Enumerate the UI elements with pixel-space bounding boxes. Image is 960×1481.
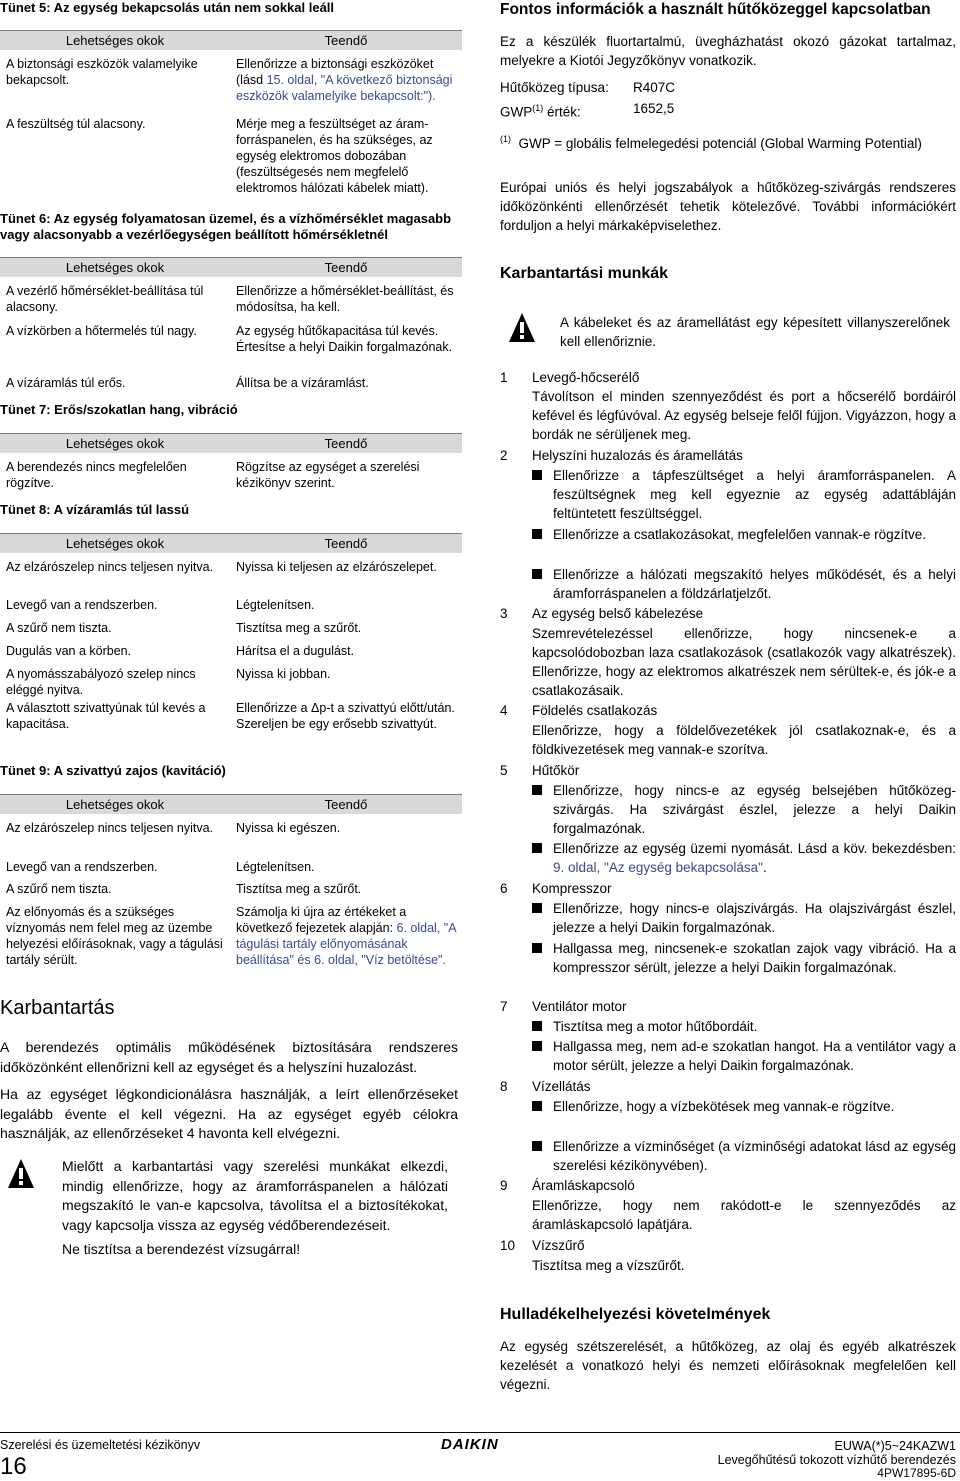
cause-cell: Dugulás van a körben. [6,644,132,658]
refrigerant-paragraph: Ez a készülék fluortartalmú, üvegházhatást okozó gázokat tartalmaz, melyekre a Kiotói Jegyzőkönyv vonatkozik. [500,34,956,68]
causes-header: Lehetséges okok [65,436,165,451]
action-cell: Számolja ki újra az értékeket a következő fejezetek alapján: 6. oldal, "A tágulási tartály előnyomásának beállítása" és 6. oldal, "Víz betöltése". [236,905,456,967]
eu-regulation-note: Európai uniós és helyi jogszabályok a hűtőközeg-szivárgás rendszeres időközönkénti ellenőrzését tehetik kötelezővé. További információkért forduljon a helyi márkaképviselethez. [500,180,956,233]
table-row [0,904,462,974]
table-row [0,666,462,700]
cause-cell: A vezérlő hőmérséklet-beállítása túl alacsony. [6,284,204,314]
table-header [0,794,462,814]
warning-icon [508,312,536,349]
page-reference-link[interactable]: 15. oldal, "A következő biztonsági eszközök valamelyike bekapcsolt:"). [236,73,453,103]
table-row [0,375,462,393]
symptom-6-title: Tünet 6: Az egység folyamatosan üzemel, és a vízhőmérséklet magasabb vagy alacsonyabb a vezérlőegységen beállított hőmérsékletnél [0,211,452,242]
action-cell: Ellenőrizze a biztonsági eszközöket (lásd 15. oldal, "A következő biztonsági eszközök valamelyike bekapcsolt:"). [236,57,453,103]
action-header: Teendő [324,260,368,275]
cause-cell: Az elzárószelep nincs teljesen nyitva. [6,821,214,835]
footer-model: EUWA(*)5~24KAZW1 [834,1439,956,1453]
cause-cell: A választott szivattyúnak túl kevés a kapacitása. [6,701,206,731]
daikin-logo: DAIKIN [441,1436,499,1453]
table-row [0,116,462,195]
footer-code: 4PW17895-6D [877,1466,956,1480]
symptom-8-table [0,533,462,744]
footer-manual-title: Szerelési és üzemeltetési kézikönyv [0,1438,201,1452]
action-cell: Nyissa ki teljesen az elzárószelepet. [236,560,437,574]
electrician-warning: A kábeleket és az áramellátást egy képesített villanyszerelőnek kell ellenőriznie. [560,315,950,349]
cause-cell: Levegő van a rendszerben. [6,860,158,874]
action-cell: Tisztítsa meg a szűrőt. [236,882,362,896]
symptom-5-table [0,30,462,195]
action-header: Teendő [324,536,368,551]
symptom-7-table [0,433,462,489]
gwp-label: GWP [500,104,533,120]
cause-cell: A szűrő nem tiszta. [6,882,112,896]
table-row [0,700,462,750]
footer-page-number: 16 [0,1453,27,1480]
table-header [0,30,462,50]
page-reference-link[interactable]: 9. oldal, "Az egység bekapcsolása" [553,860,763,875]
action-cell: Nyissa ki jobban. [236,667,331,681]
causes-header: Lehetséges okok [65,536,165,551]
table-row [0,459,462,495]
action-cell: Légtelenítsen. [236,598,315,612]
action-cell: Ellenőrizze a Δp-t a szivattyú előtt/után. Szereljen be egy erősebb szivattyút. [236,701,455,731]
table-row [0,820,462,859]
table-row [0,559,462,597]
cause-cell: A vízkörben a hőtermelés túl nagy. [6,324,197,338]
disposal-paragraph: Az egység szétszerelését, a hűtőközeg, az olaj és egyéb alkatrészek kezelését a vonatkozó helyi és nemzeti előírásoknak megfelelően kell végezni. [500,1339,956,1392]
gwp-footnote: $^{(1)}$ GWP = globális felmelegedési potenciál (Global Warming Potential) [500,134,922,151]
causes-header: Lehetséges okok [65,33,165,48]
table-header [0,433,462,453]
table-row [0,56,462,122]
maintenance-work-title: Karbantartási munkák [500,265,669,282]
table-row [0,597,462,620]
warning-icon [7,1158,35,1195]
refrigerant-type-value: R407C [633,80,676,95]
cause-cell: A nyomásszabályozó szelep nincs eléggé nyitva. [6,667,196,697]
cause-cell: A biztonsági eszközök valamelyike bekapcsolt. [6,57,198,87]
action-cell: Az egység hűtőkapacitása túl kevés. Értesítse a helyi Daikin forgalmazónak. [236,324,453,354]
symptom-7-title: Tünet 7: Erős/szokatlan hang, vibráció [0,402,238,417]
action-cell: Mérje meg a feszültséget az áram-forráspanelen, és ha szükséges, az egység elektromos dobozában (feszültségesés nem megfelelő elektromos hálózati kábelek miatt). [236,117,433,195]
action-header: Teendő [324,797,368,812]
maintenance-paragraph-2: Ha az egységet légkondicionálásra használják, a leírt ellenőrzéseket legalább évente el kell végezni. Ha az egységet egyéb célokra használják, az ellenőrzéseket 4 havonta kell elvégezni. [0,1086,458,1141]
action-cell: Ellenőrizze a hőmérséklet-beállítást, és módosítsa, ha kell. [236,284,454,314]
table-row [0,643,462,666]
symptom-9-title: Tünet 9: A szivattyú zajos (kavitáció) [0,763,226,778]
cause-cell: A berendezés nincs megfelelően rögzítve. [6,460,187,490]
table-row [0,323,462,375]
action-cell: Rögzítse az egységet a szerelési kézikönyv szerint. [236,460,420,490]
cause-cell: A szűrő nem tiszta. [6,621,112,635]
symptom-9-table [0,794,462,968]
action-cell: Nyissa ki egészen. [236,821,341,835]
gwp-value: 1652,5 [633,101,675,116]
maintenance-paragraph-1: A berendezés optimális működésének biztosítására rendszeres időközönként ellenőrizni kell az egységet és a helyszíni huzalozást. [0,1039,458,1075]
table-row [0,881,462,904]
refrigerant-info-title: Fontos információk a használt hűtőközeggel kapcsolatban [500,1,931,18]
symptom-6-table [0,257,462,390]
symptom-5-title: Tünet 5: Az egység bekapcsolás után nem sokkal leáll [0,0,335,15]
symptom-8-title: Tünet 8: A vízáramlás túl lassú [0,502,190,517]
warning-text: Mielőtt a karbantartási vagy szerelési munkákat elkezdi, mindig ellenőrizze, hogy az áramforráspanelen a hálózati megszakító le van-e kapcsolva, távolítsa el a biztosítékokat, vagy kapcsolja vissza az egység védőberendezéseit. [62,1158,448,1233]
causes-header: Lehetséges okok [65,797,165,812]
footer-description: Levegőhűtésű tokozott vízhűtő berendezés [717,1453,956,1467]
disposal-title: Hulladékelhelyezési követelmények [500,1306,771,1323]
action-cell: Hárítsa el a dugulást. [236,644,355,658]
table-row [0,283,462,323]
table-header [0,257,462,277]
action-header: Teendő [324,33,368,48]
warning-no-water-jet: Ne tisztítsa a berendezést vízsugárral! [62,1241,301,1257]
cause-cell: A feszültség túl alacsony. [6,117,146,131]
gwp-row: GWP$^{(1)}$ érték: 1652,5 [500,101,675,120]
page-reference-link[interactable]: 6. oldal, "A tágulási tartály előnyomásának beállítása" és 6. oldal, "Víz betöltése". [236,921,456,967]
action-header: Teendő [324,436,368,451]
cause-cell: A vízáramlás túl erős. [6,376,126,390]
cause-cell: Az előnyomás és a szükséges víznyomás nem felel meg az üzembe helyezési előírásoknak, vagy a tágulási tartály sérült. [6,905,223,967]
footer-divider [0,1432,960,1433]
cause-cell: Az elzárószelep nincs teljesen nyitva. [6,560,214,574]
action-cell: Tisztítsa meg a szűrőt. [236,621,362,635]
table-row [0,859,462,881]
refrigerant-type-row [500,78,800,97]
table-header [0,533,462,553]
action-cell: Állítsa be a vízáramlást. [236,376,369,390]
refrigerant-type-label: Hűtőközeg típusa: [500,80,609,95]
maintenance-title: Karbantartás [0,997,115,1019]
cause-cell: Levegő van a rendszerben. [6,598,158,612]
action-cell: Légtelenítsen. [236,860,315,874]
causes-header: Lehetséges okok [65,260,165,275]
table-row [0,620,462,643]
